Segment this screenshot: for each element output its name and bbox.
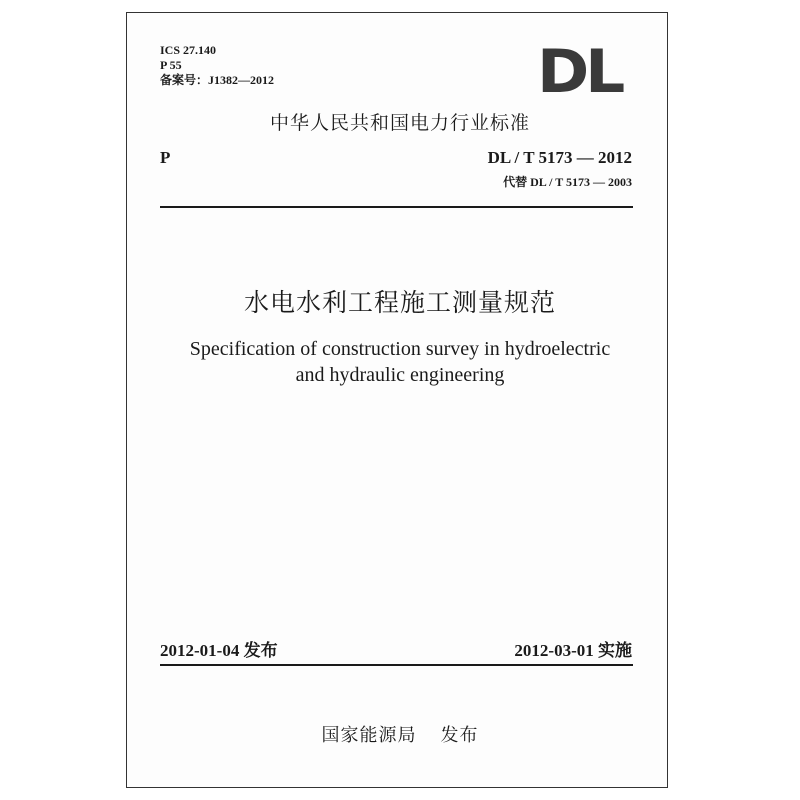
standard-number: DL / T 5173 — 2012 [487, 148, 632, 167]
implementation-date: 2012-03-01 实施 [514, 641, 632, 660]
issue-date: 2012-01-04 发布 [160, 641, 278, 660]
title-english-line-2: and hydraulic engineering [295, 364, 505, 386]
replaces-standard: 代替 DL / T 5173 — 2003 [503, 175, 632, 189]
category-letter: P [160, 148, 171, 167]
record-number: 备案号：J1382—2012 [160, 73, 275, 87]
publisher-action: 发布 [440, 725, 479, 746]
top-divider [160, 206, 633, 208]
standard-type-heading: 中华人民共和国电力行业标准 [269, 112, 530, 134]
publisher-name: 国家能源局 [321, 725, 417, 746]
bottom-divider [160, 664, 633, 666]
publisher-line [0, 721, 800, 747]
title-chinese: 水电水利工程施工测量规范 [243, 288, 556, 317]
ics-code: ICS 27.140 [160, 43, 217, 57]
title-english-line-1: Specification of construction survey in hydroelectric [189, 338, 611, 360]
dl-logo: DL [537, 37, 622, 107]
p-code: P 55 [160, 58, 182, 72]
title-english [0, 336, 800, 388]
classification-codes [160, 43, 274, 88]
